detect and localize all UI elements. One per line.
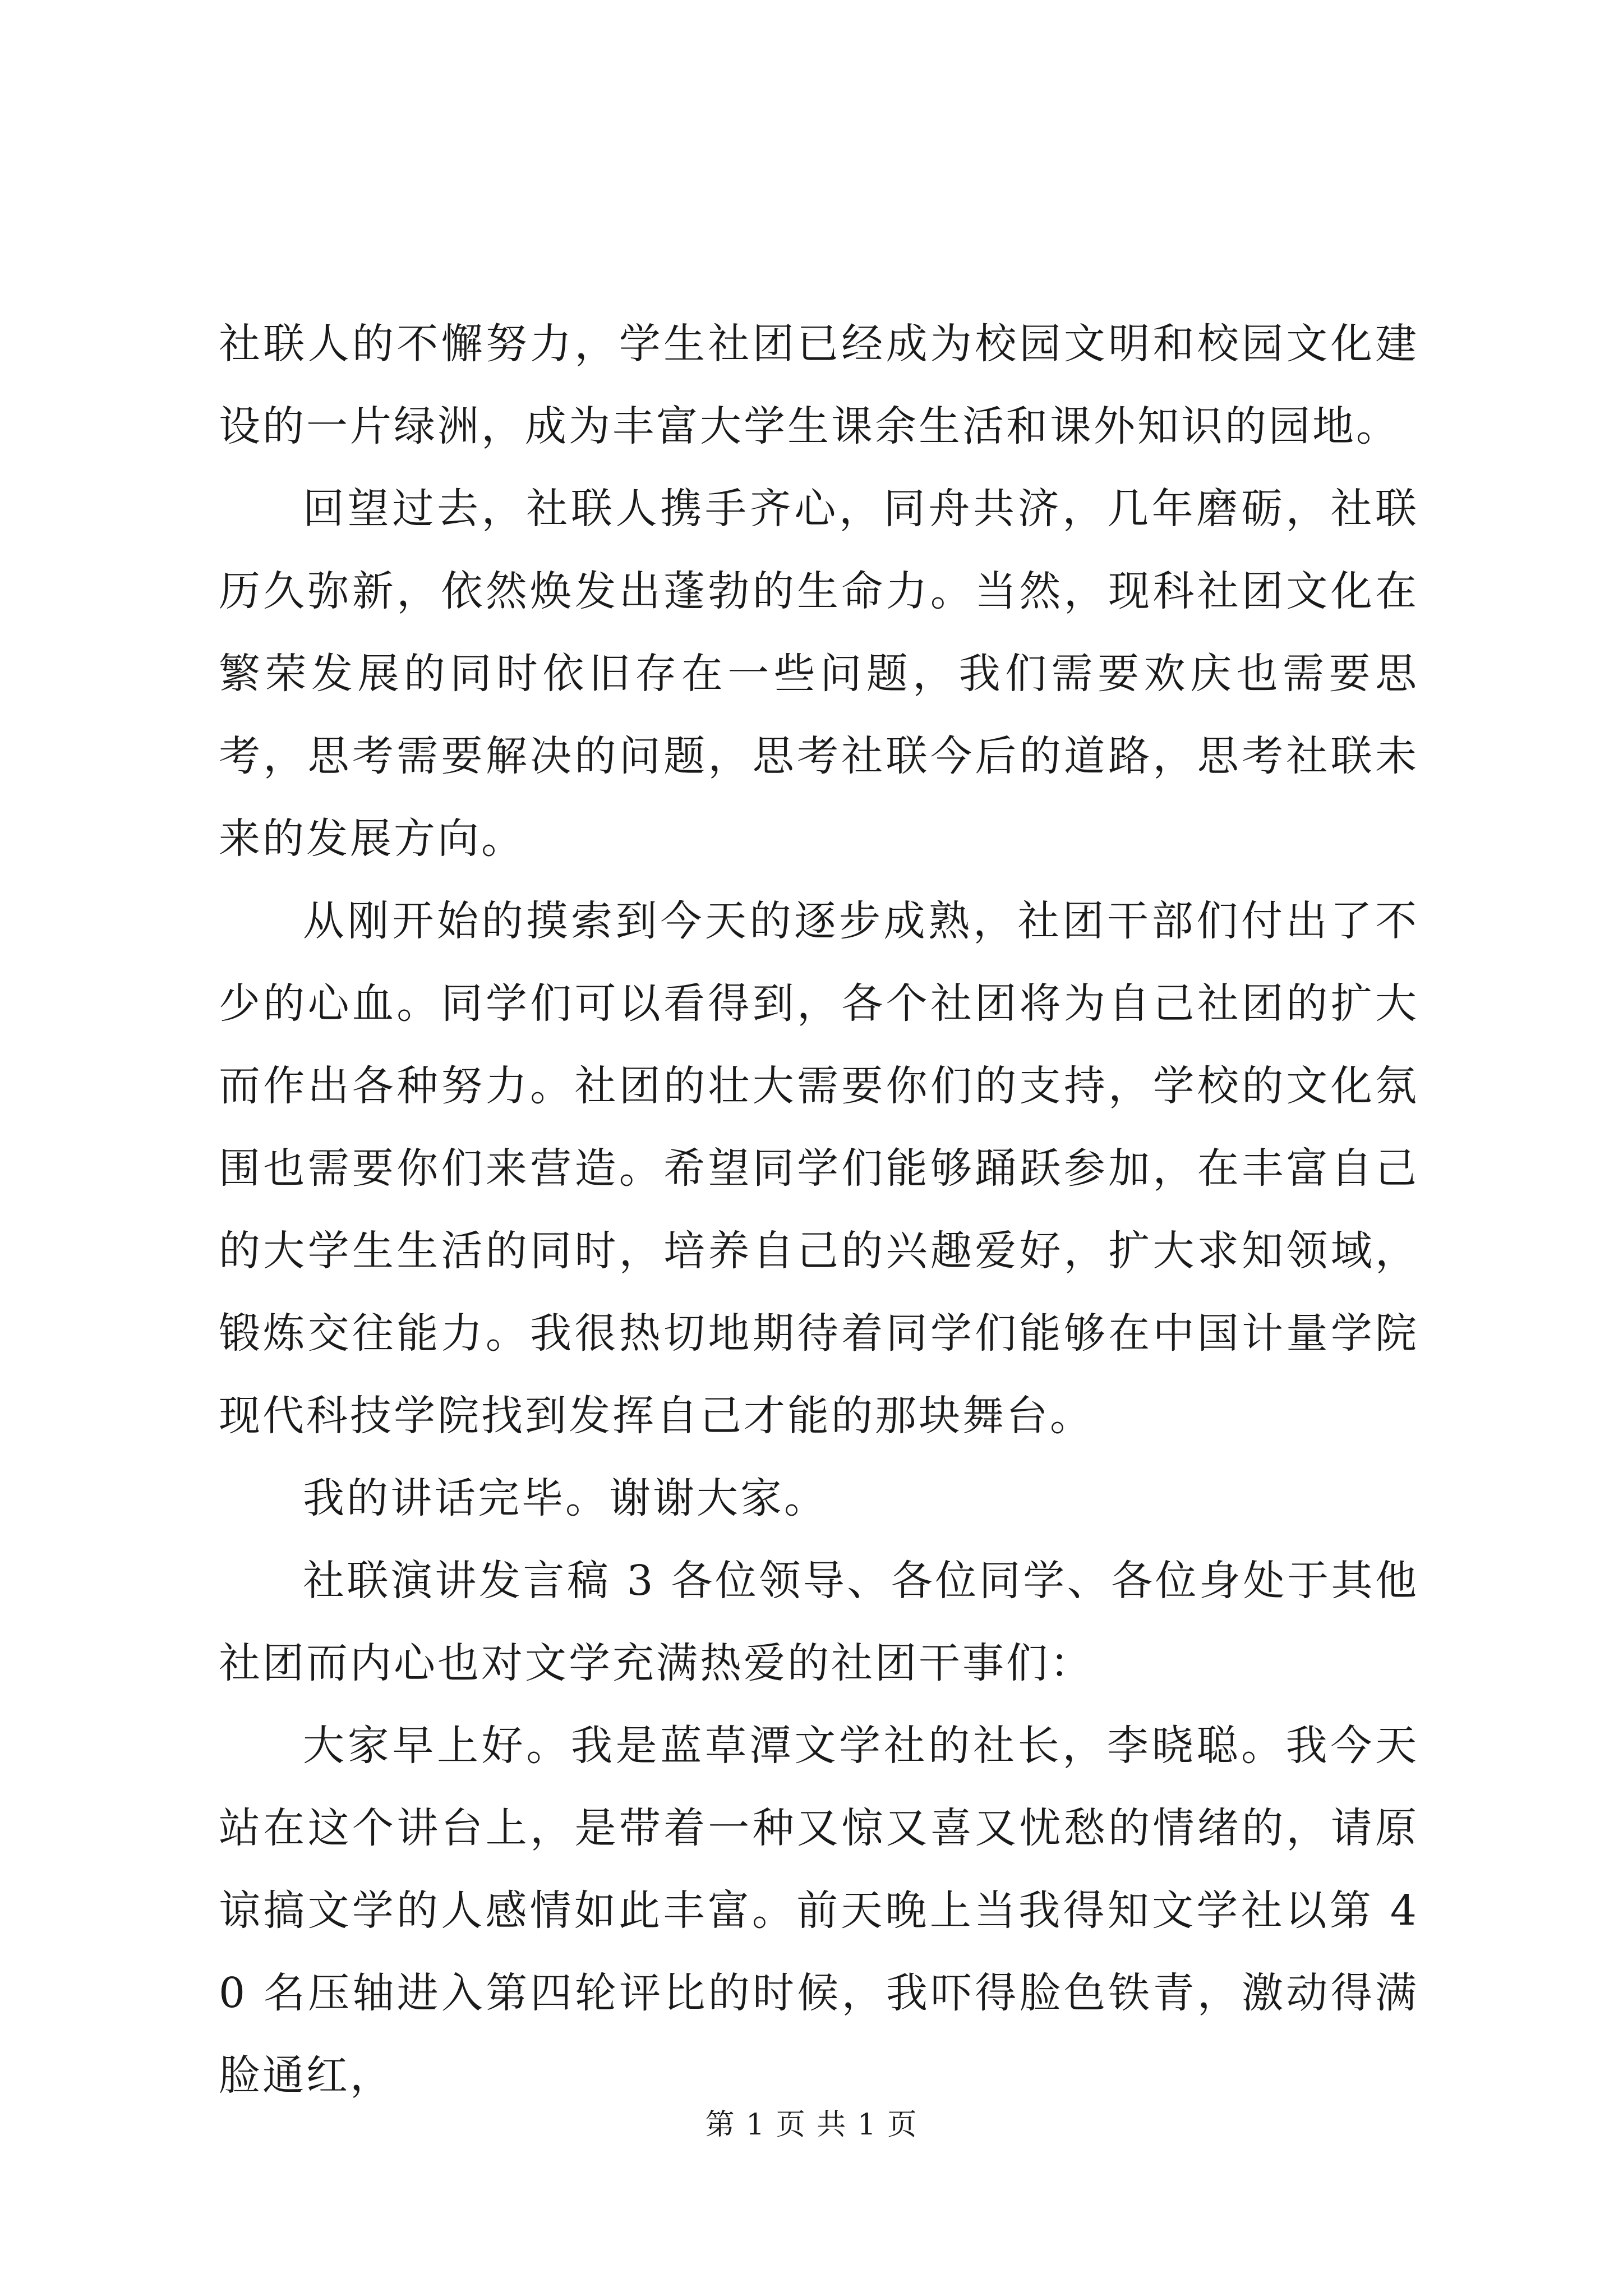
paragraph-3: 从刚开始的摸索到今天的逐步成熟，社团干部们付出了不少的心血。同学们可以看得到，各个社团将为自己社团的扩大而作出各种努力。社团的壮大需要你们的支持，学校的文化氛围也需要你们来营造。希望同学们能够踊跃参加，在丰富自己的大学生生活的同时，培养自己的兴趣爱好，扩大求知领域，锻炼交往能力。我很热切地期待着同学们能够在中国计量学院现代科技学院找到发挥自己才能的那块舞台。 xyxy=(219,897,1419,1440)
paragraph-4: 我的讲话完毕。谢谢大家。 xyxy=(303,1474,828,1522)
body-text xyxy=(219,303,1419,2117)
paragraph-5: 社联演讲发言稿 3 各位领导、各位同学、各位身处于其他社团而内心也对文学充满热爱的社团干事们： xyxy=(219,1557,1419,1687)
page-footer: 第 1 页 共 1 页 xyxy=(705,2108,918,2142)
paragraph-2: 回望过去，社联人携手齐心，同舟共济，几年磨砺，社联历久弥新，依然焕发出蓬勃的生命力。当然，现科社团文化在繁荣发展的同时依旧存在一些问题，我们需要欢庆也需要思考，思考需要解决的问题，思考社联今后的道路，思考社联未来的发展方向。 xyxy=(219,485,1419,863)
paragraph-1: 社联人的不懈努力，学生社团已经成为校园文明和校园文化建设的一片绿洲，成为丰富大学生课余生活和课外知识的园地。 xyxy=(219,320,1419,450)
paragraph-6: 大家早上好。我是蓝草潭文学社的社长，李晓聪。我今天站在这个讲台上，是带着一种又惊又喜又忧愁的情绪的，请原谅搞文学的人感情如此丰富。前天晚上当我得知文学社以第 40 名压轴进入第四轮评比的时候，我吓得脸色铁青，激动得满脸通红， xyxy=(219,1722,1419,2100)
